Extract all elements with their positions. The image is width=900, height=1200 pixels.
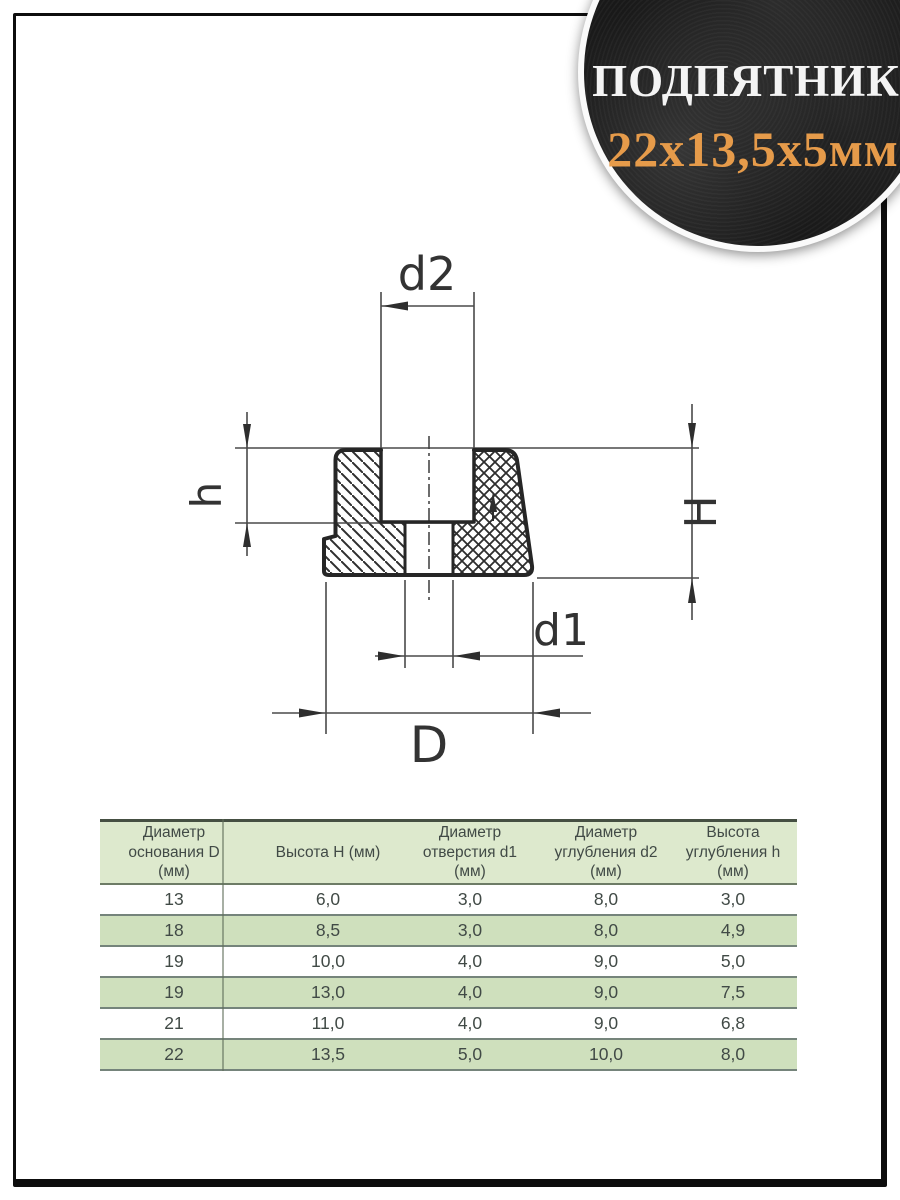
header-cell: Высота H (мм) bbox=[275, 843, 381, 861]
dimension-label-h: h bbox=[182, 481, 231, 509]
table-cell: 3,0 bbox=[457, 920, 483, 940]
table-cell: 9,0 bbox=[593, 1013, 619, 1033]
table-cell: 5,0 bbox=[457, 1044, 483, 1064]
badge-size-label: 22x13,5x5мм bbox=[607, 121, 899, 177]
table-cell: 7,5 bbox=[720, 982, 746, 1002]
table-cell: 19 bbox=[164, 951, 184, 971]
table-row bbox=[100, 1040, 797, 1071]
table-row bbox=[100, 947, 797, 978]
table-cell: 6,0 bbox=[315, 889, 341, 909]
dimension-arrows bbox=[243, 302, 696, 718]
table-cell: 8,0 bbox=[593, 889, 619, 909]
table-cell: 8,0 bbox=[720, 1044, 746, 1064]
table-cell: 18 bbox=[164, 920, 184, 940]
part-section-hatching bbox=[324, 450, 532, 575]
header-cell: Высота углубления h (мм) bbox=[685, 823, 781, 881]
table-cell: 10,0 bbox=[310, 951, 346, 971]
table-row bbox=[100, 1009, 797, 1040]
dimension-label-H: H bbox=[676, 495, 727, 529]
header-cell: Диаметр отверстия d1 (мм) bbox=[422, 823, 518, 881]
table-cell: 9,0 bbox=[593, 951, 619, 971]
dimension-label-D: D bbox=[409, 716, 449, 774]
table-row bbox=[100, 885, 797, 916]
table-cell: 5,0 bbox=[720, 951, 746, 971]
badge-title: ПОДПЯТНИК bbox=[592, 56, 900, 106]
table-header-row bbox=[100, 819, 797, 885]
technical-drawing bbox=[170, 235, 770, 780]
table-cell: 6,8 bbox=[720, 1013, 746, 1033]
table-cell: 8,5 bbox=[315, 920, 341, 940]
table-cell: 4,0 bbox=[457, 951, 483, 971]
dimension-label-d2: d2 bbox=[397, 247, 457, 301]
extension-lines bbox=[235, 292, 699, 734]
table-cell: 13,5 bbox=[310, 1044, 346, 1064]
table-cell: 4,9 bbox=[720, 920, 746, 940]
table-cell: 19 bbox=[164, 982, 184, 1002]
table-cell: 8,0 bbox=[593, 920, 619, 940]
table-cell: 4,0 bbox=[457, 1013, 483, 1033]
table-cell: 4,0 bbox=[457, 982, 483, 1002]
table-cell: 13 bbox=[164, 889, 184, 909]
header-cell: Диаметр углубления d2 (мм) bbox=[554, 823, 658, 881]
table-cell: 13,0 bbox=[310, 982, 346, 1002]
table-cell: 21 bbox=[164, 1013, 184, 1033]
product-badge bbox=[578, 0, 900, 252]
table-row bbox=[100, 978, 797, 1009]
table-cell: 22 bbox=[164, 1044, 184, 1064]
table-row bbox=[100, 916, 797, 947]
header-cell: Диаметр основания D (мм) bbox=[128, 823, 220, 881]
dimension-label-d1: d1 bbox=[533, 605, 589, 656]
spec-table bbox=[100, 819, 797, 1071]
table-cell: 10,0 bbox=[588, 1044, 624, 1064]
table-cell: 9,0 bbox=[593, 982, 619, 1002]
table-cell: 3,0 bbox=[457, 889, 483, 909]
table-cell: 3,0 bbox=[720, 889, 746, 909]
table-cell: 11,0 bbox=[311, 1013, 345, 1033]
